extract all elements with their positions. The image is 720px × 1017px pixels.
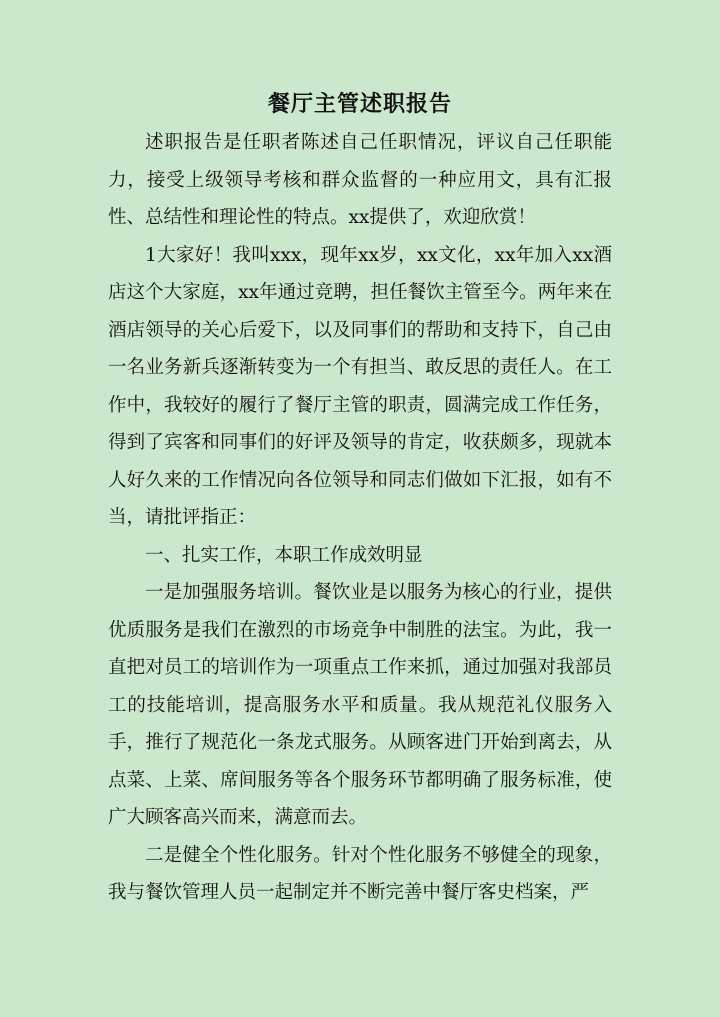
paragraph-self-introduction: 1大家好！我叫xxx，现年xx岁，xx文化，xx年加入xx酒店这个大家庭，xx年通过竞聘，担任餐饮主管至今。两年来在酒店领导的关心后爱下，以及同事们的帮助和支持下，自己由一名业务新兵逐渐转变为一个有担当、敢反思的责任人。在工作中，我较好的履行了餐厅主管的职责，圆满完成工作任务，得到了宾客和同事们的好评及领导的肯定，收获颇多，现就本人好久来的工作情况向各位领导和同志们做如下汇报，如有不当，请批评指正： [108,244,612,528]
document-title: 餐厅主管述职报告 [267,92,452,117]
paragraph-personalized-service: 二是健全个性化服务。针对个性化服务不够健全的现象，我与餐饮管理人员一起制定并不断完善中餐厅客史档案，严 [108,844,612,903]
paragraph-service-training: 一是加强服务培训。餐饮业是以服务为核心的行业，提供优质服务是我们在激烈的市场竞争中制胜的法宝。为此，我一直把对员工的培训作为一项重点工作来抓，通过加强对我部员工的技能培训，提高服务水平和质量。我从规范礼仪服务入手，推行了规范化一条龙式服务。从顾客进门开始到离去，从点菜、上菜、席间服务等各个服务环节都明确了服务标准，使广大顾客高兴而来，满意而去。 [108,582,612,828]
section-heading: 一、扎实工作，本职工作成效明显 [145,544,423,566]
paragraph-intro: 述职报告是任职者陈述自己任职情况，评议自己任职能力，接受上级领导考核和群众监督的一种应用文，具有汇报性、总结性和理论性的特点。xx提供了，欢迎欣赏！ [108,132,612,228]
